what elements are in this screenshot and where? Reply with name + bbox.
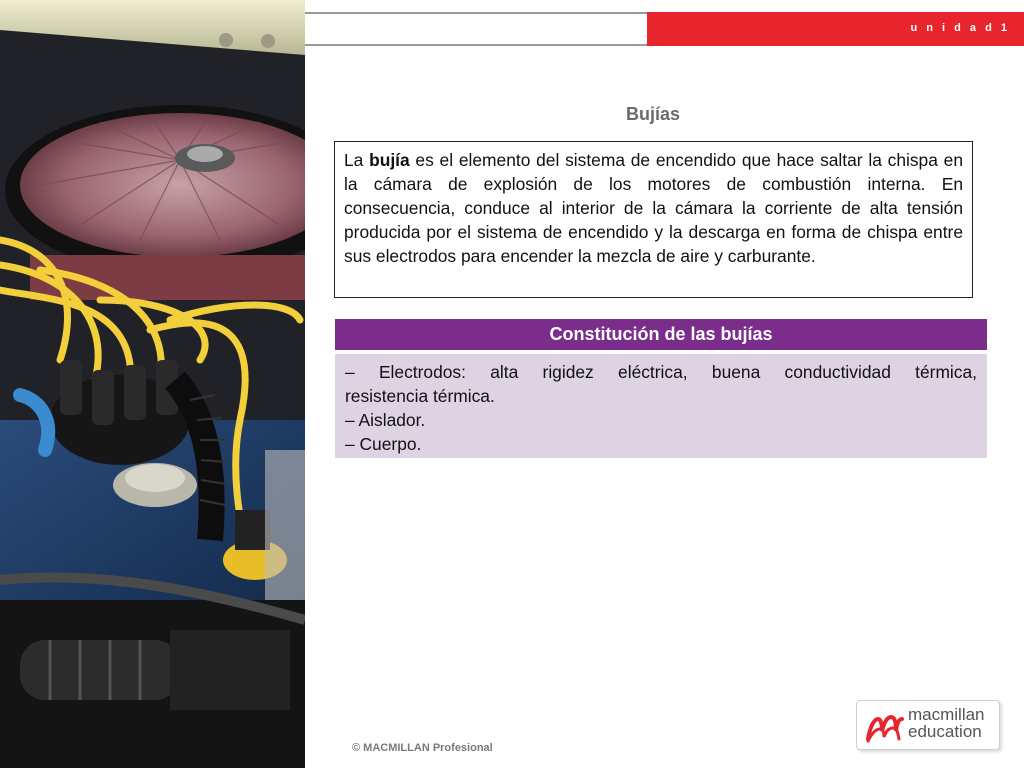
macmillan-logo bbox=[856, 700, 1000, 750]
logo-line-1: macmillan bbox=[908, 705, 985, 724]
page-title: Bujías bbox=[625, 104, 681, 124]
list-item: – Electrodos: alta rigidez eléctrica, buena conductividad térmica, bbox=[345, 362, 977, 382]
definition-term: bujía bbox=[369, 150, 410, 170]
engine-photo bbox=[0, 0, 305, 768]
definition-prefix: La bbox=[344, 150, 370, 170]
copyright-text: © MACMILLAN Profesional bbox=[352, 742, 493, 754]
definition-box bbox=[334, 141, 973, 298]
macmillan-logo-icon bbox=[866, 709, 904, 743]
constitution-body bbox=[335, 354, 987, 458]
header-accent-bar bbox=[647, 12, 1024, 46]
logo-line-2: education bbox=[908, 722, 982, 741]
constitution-header: Constitución de las bujías bbox=[335, 319, 987, 350]
list-item: – Cuerpo. bbox=[345, 434, 422, 454]
header-bar bbox=[305, 12, 647, 46]
list-item: – Aislador. bbox=[345, 410, 426, 430]
list-item: resistencia térmica. bbox=[345, 386, 495, 406]
unit-label: u n i d a d 1 bbox=[910, 22, 1010, 34]
definition-text: es el elemento del sistema de encendido que hace saltar la chispa en la cámara de explosión de los motores de combustión interna. En consecuencia, conduce al interior de la cámara la corriente de alta tensión producida por el sistema de encendido y la descarga en forma de chispa entre sus electrodos para encender la mezcla de aire y carburante. bbox=[344, 150, 963, 266]
